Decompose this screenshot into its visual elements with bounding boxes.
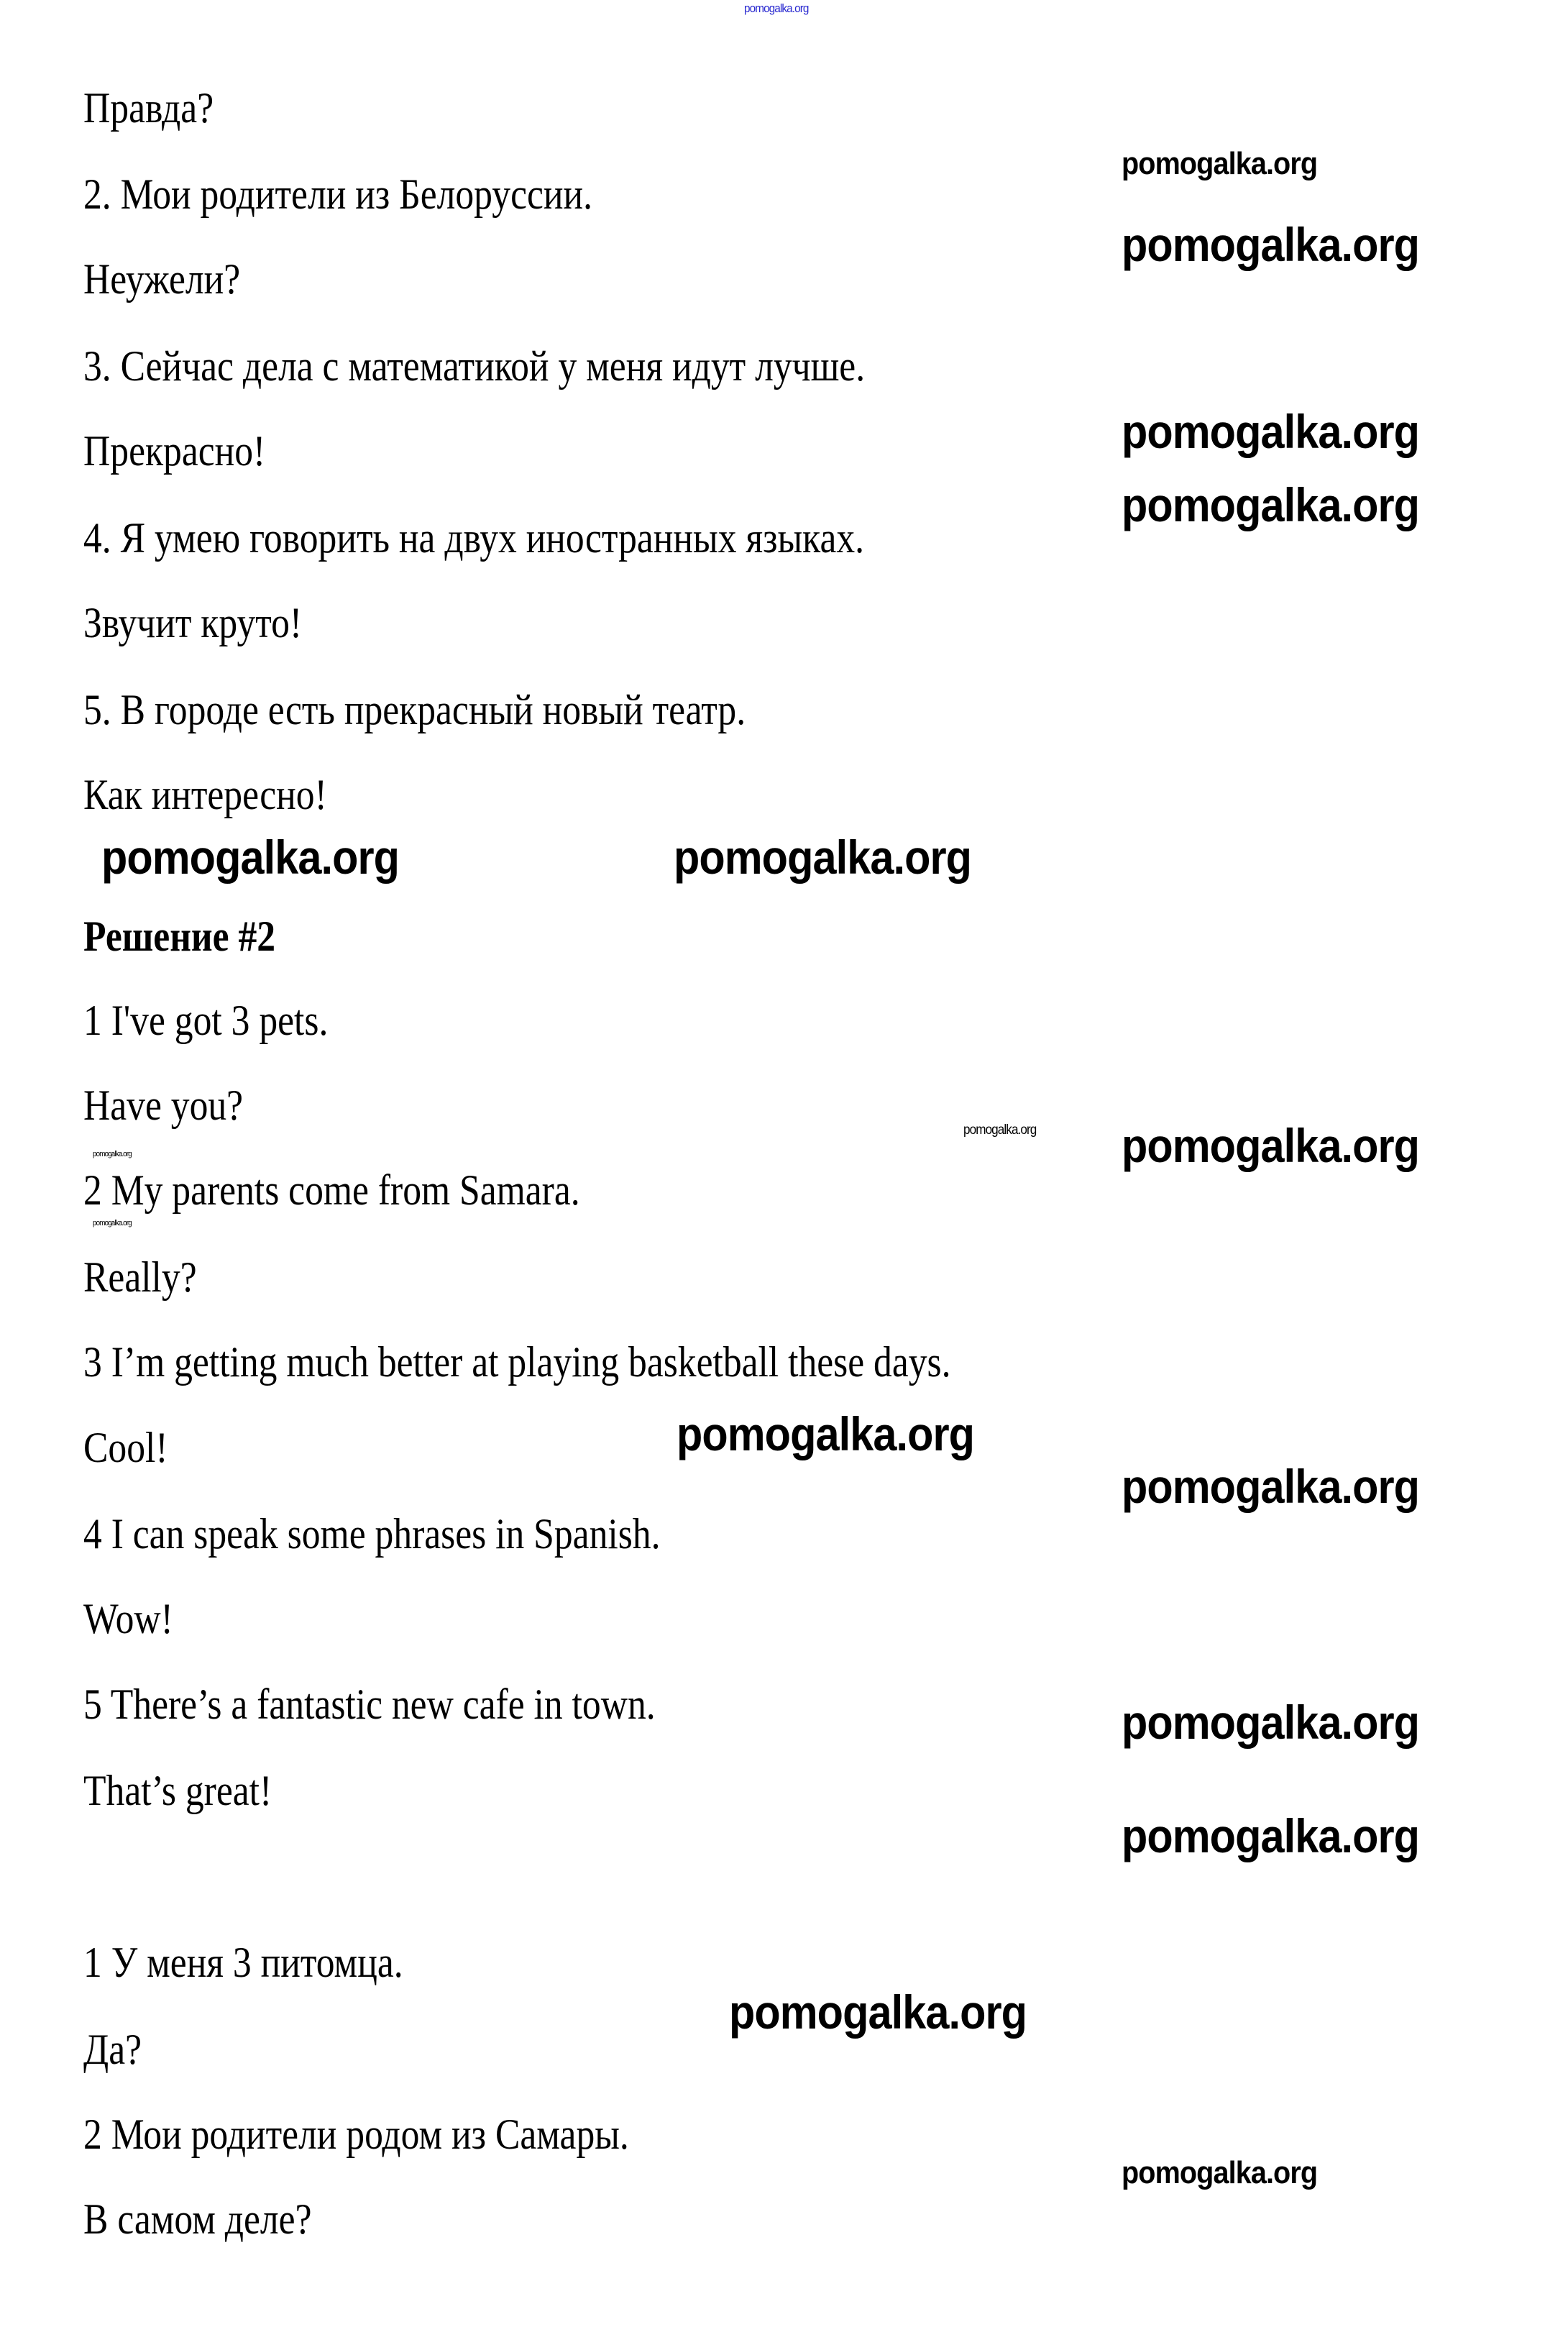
watermark: pomogalka.org bbox=[1122, 146, 1318, 181]
watermark: pomogalka.org bbox=[93, 1150, 132, 1158]
document-line: Really? bbox=[83, 1253, 197, 1301]
watermark: pomogalka.org bbox=[1122, 478, 1420, 531]
document-line: Wow! bbox=[83, 1595, 173, 1642]
document-line: That’s great! bbox=[83, 1767, 272, 1814]
watermark: pomogalka.org bbox=[1122, 1119, 1420, 1172]
document-line: 4. Я умею говорить на двух иностранных языках. bbox=[83, 514, 865, 562]
document-line: В самом деле? bbox=[83, 2195, 312, 2243]
document-line: 1 I've got 3 pets. bbox=[83, 997, 329, 1044]
watermark: pomogalka.org bbox=[1122, 1696, 1420, 1749]
document-line: Как интересно! bbox=[83, 771, 327, 818]
watermark: pomogalka.org bbox=[677, 1407, 975, 1460]
document-line: Неужели? bbox=[83, 255, 241, 303]
document-line: Прекрасно! bbox=[83, 427, 266, 475]
document-line: 5. В городе есть прекрасный новый театр. bbox=[83, 686, 746, 733]
watermark: pomogalka.org bbox=[93, 1219, 132, 1227]
watermark: pomogalka.org bbox=[674, 831, 972, 884]
watermark: pomogalka.org bbox=[1122, 218, 1420, 271]
watermark: pomogalka.org bbox=[1122, 1809, 1420, 1862]
watermark: pomogalka.org bbox=[729, 1985, 1027, 2039]
document-line: Правда? bbox=[83, 84, 214, 132]
watermark: pomogalka.org bbox=[101, 831, 400, 884]
document-line: 2 Мои родители родом из Самары. bbox=[83, 2111, 629, 2158]
document-line: 2 My parents come from Samara. bbox=[83, 1166, 580, 1214]
watermark: pomogalka.org bbox=[963, 1122, 1037, 1138]
watermark: pomogalka.org bbox=[1122, 405, 1420, 458]
section-heading: Решение #2 bbox=[83, 913, 276, 960]
document-line: 5 There’s a fantastic new cafe in town. bbox=[83, 1681, 656, 1728]
watermark: pomogalka.org bbox=[1122, 1460, 1420, 1513]
watermark: pomogalka.org bbox=[1122, 2155, 1318, 2190]
document-line: Have you? bbox=[83, 1082, 244, 1129]
document-line: 4 I can speak some phrases in Spanish. bbox=[83, 1510, 661, 1558]
document-line: Да? bbox=[83, 2026, 142, 2073]
document-line: 3. Сейчас дела с математикой у меня идут лучше. bbox=[83, 342, 866, 390]
document-line: 2. Мои родители из Белоруссии. bbox=[83, 170, 593, 218]
document-line: Cool! bbox=[83, 1424, 168, 1471]
document-line: Звучит круто! bbox=[83, 599, 303, 646]
header-watermark-link[interactable]: pomogalka.org bbox=[744, 1, 809, 15]
document-line: 3 I’m getting much better at playing basketball these days. bbox=[83, 1338, 951, 1386]
document-line: 1 У меня 3 питомца. bbox=[83, 1939, 403, 1986]
